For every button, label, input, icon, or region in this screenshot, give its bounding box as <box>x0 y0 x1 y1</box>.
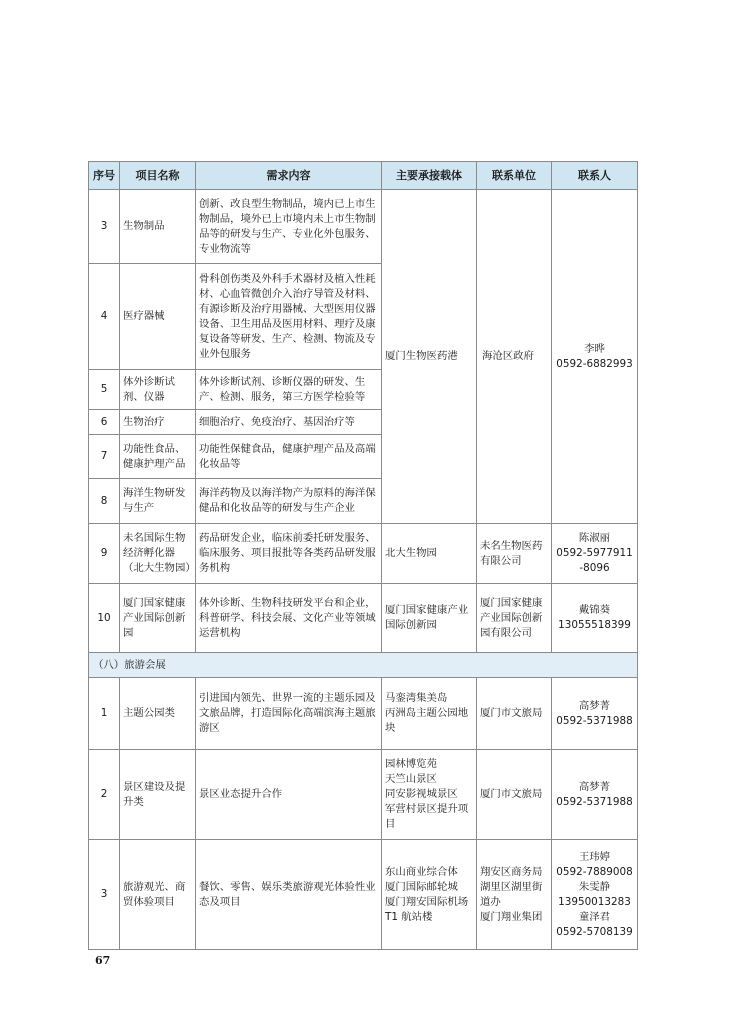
contact-phone: 0592-5977911-8096 <box>556 547 633 574</box>
row-unit <box>477 840 552 950</box>
row-no: 4 <box>89 264 120 370</box>
row-no: 3 <box>89 190 120 264</box>
row-carrier <box>382 678 477 750</box>
section-row <box>89 653 638 678</box>
header-need: 需求内容 <box>196 162 382 190</box>
table-row <box>89 190 638 264</box>
contact-name: 高梦菁 <box>578 780 611 793</box>
row-need: 药品研发企业，临床前委托研发服务、临床服务、项目报批等各类药品研发服务机构 <box>196 524 382 584</box>
row-no: 2 <box>89 750 120 840</box>
row-need: 海洋药物及以海洋物产为原料的海洋保健品和化妆品等的研发与生产企业 <box>196 479 382 524</box>
row-no: 10 <box>89 584 120 653</box>
contact-name: 戴锦葵 <box>578 604 611 616</box>
table-row <box>89 750 638 840</box>
row-name: 生物制品 <box>120 190 196 264</box>
contact-name: 高梦菁 <box>578 699 611 712</box>
contact-name: 李晔 <box>584 342 605 355</box>
row-need: 餐饮、零售、娱乐类旅游观光体验性业态及项目 <box>196 840 382 950</box>
unit-line: 湖里区湖里街道办 <box>480 880 543 908</box>
carrier-line: 军营村景区提升项目 <box>385 803 469 830</box>
row-no: 7 <box>89 435 120 479</box>
row-name: 海洋生物研发与生产 <box>120 479 196 524</box>
row-need: 体外诊断试剂、诊断仪器的研发、生产、检测、服务，第三方医学检验等 <box>196 370 382 410</box>
carrier-line: 马銮湾集美岛 <box>385 692 448 704</box>
row-carrier: 厦门生物医药港 <box>382 190 477 524</box>
row-carrier <box>382 840 477 950</box>
row-name: 旅游观光、商贸体验项目 <box>120 840 196 950</box>
unit-line: 翔安区商务局 <box>480 865 543 878</box>
row-contact <box>552 524 638 584</box>
row-name: 医疗器械 <box>120 264 196 370</box>
header-unit: 联系单位 <box>477 162 552 190</box>
header-name: 项目名称 <box>120 162 196 190</box>
contact-line: 王玮婷 <box>578 850 611 863</box>
carrier-line: 厦门翔安国际机场T1 航站楼 <box>385 895 469 923</box>
row-unit: 厦门国家健康产业国际创新园有限公司 <box>477 584 552 653</box>
carrier-line: 天竺山景区 <box>385 773 437 785</box>
row-unit: 海沧区政府 <box>477 190 552 524</box>
row-no: 9 <box>89 524 120 584</box>
unit-line: 厦门翔业集团 <box>480 910 543 923</box>
row-name: 厦门国家健康产业国际创新园 <box>120 584 196 653</box>
contact-line: 0592-5708139 <box>556 925 633 938</box>
table-row <box>89 524 638 584</box>
row-name: 未名国际生物经济孵化器（北大生物园） <box>120 524 196 584</box>
contact-phone: 13055518399 <box>558 619 631 631</box>
header-contact: 联系人 <box>552 162 638 190</box>
row-carrier <box>382 750 477 840</box>
row-name: 功能性食品、健康护理产品 <box>120 435 196 479</box>
contact-name: 陈淑丽 <box>578 532 611 544</box>
header-carrier: 主要承接载体 <box>382 162 477 190</box>
row-need: 引进国内领先、世界一流的主题乐园及文旅品牌，打造国际化高端滨海主题旅游区 <box>196 678 382 750</box>
row-unit: 厦门市文旅局 <box>477 678 552 750</box>
row-no: 6 <box>89 410 120 435</box>
row-unit: 未名生物医药有限公司 <box>477 524 552 584</box>
section-title: （八）旅游会展 <box>89 653 638 678</box>
page-number: 67 <box>95 954 111 967</box>
carrier-line: 厦门国际邮轮城 <box>385 880 458 893</box>
row-name: 景区建设及提升类 <box>120 750 196 840</box>
table-row <box>89 840 638 950</box>
row-contact <box>552 678 638 750</box>
row-need: 体外诊断、生物科技研发平台和企业，科普研学、科技会展、文化产业等领域运营机构 <box>196 584 382 653</box>
contact-line: 13950013283 <box>558 895 631 908</box>
table-row <box>89 584 638 653</box>
carrier-line: 同安影视城景区 <box>385 788 458 800</box>
row-carrier: 厦门国家健康产业国际创新园 <box>382 584 477 653</box>
contact-phone: 0592-6882993 <box>556 357 633 370</box>
row-need: 创新、改良型生物制品，境内已上市生物制品，境外已上市境内未上市生物制品等的研发与生产、专业化外包服务、专业物流等 <box>196 190 382 264</box>
contact-phone: 0592-5371988 <box>556 714 633 727</box>
row-no: 8 <box>89 479 120 524</box>
row-unit: 厦门市文旅局 <box>477 750 552 840</box>
header-no: 序号 <box>89 162 120 190</box>
row-name: 主题公园类 <box>120 678 196 750</box>
contact-line: 朱雯静 <box>578 880 611 893</box>
row-need: 景区业态提升合作 <box>196 750 382 840</box>
carrier-line: 丙洲岛主题公园地块 <box>385 707 469 734</box>
investment-table <box>88 161 638 950</box>
row-no: 5 <box>89 370 120 410</box>
row-contact <box>552 840 638 950</box>
row-name: 生物治疗 <box>120 410 196 435</box>
row-need: 细胞治疗、免疫治疗、基因治疗等 <box>196 410 382 435</box>
row-need: 骨科创伤类及外科手术器材及植入性耗材、心血管微创介入治疗导管及材料、有源诊断及治疗用器械、大型医用仪器设备、卫生用品及医用材料、理疗及康复设备等研发、生产、检测、物流及专业外包服务 <box>196 264 382 370</box>
row-no: 1 <box>89 678 120 750</box>
carrier-line: 东山商业综合体 <box>385 865 458 878</box>
row-name: 体外诊断试剂、仪器 <box>120 370 196 410</box>
table-row <box>89 678 638 750</box>
contact-phone: 0592-5371988 <box>556 795 633 808</box>
contact-line: 童泽君 <box>578 910 611 923</box>
row-carrier: 北大生物园 <box>382 524 477 584</box>
row-no: 3 <box>89 840 120 950</box>
row-contact <box>552 584 638 653</box>
header-row <box>89 162 638 190</box>
row-need: 功能性保健食品，健康护理产品及高端化妆品等 <box>196 435 382 479</box>
carrier-line: 园林博览苑 <box>385 758 437 770</box>
row-contact <box>552 190 638 524</box>
row-contact <box>552 750 638 840</box>
contact-line: 0592-7889008 <box>556 865 633 878</box>
